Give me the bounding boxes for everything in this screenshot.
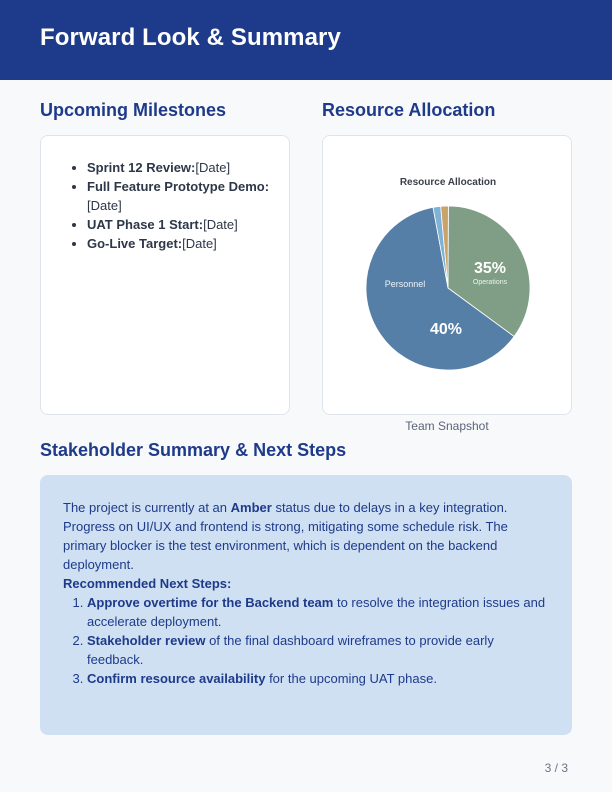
pie-chart: [323, 136, 573, 416]
step-bold: Stakeholder review: [87, 633, 206, 648]
milestone-item: [87, 234, 277, 253]
personnel-label: Personnel: [384, 279, 426, 289]
milestones-list: [87, 158, 277, 253]
step-text: for the upcoming UAT phase.: [265, 671, 437, 686]
page-header: [0, 0, 612, 80]
next-steps-list: [87, 593, 553, 688]
operations-percent: 35%: [473, 260, 507, 277]
milestone-date: [Date]: [87, 198, 122, 213]
milestone-date: [Date]: [195, 160, 231, 175]
summary-intro-rest: status due to delays in a key integration. Progress on UI/UX and frontend is strong, mitigating some schedule risk. The primary blocker is the test environment, which is dependent on the backend deployment.: [63, 500, 508, 572]
summary-box: [40, 475, 572, 735]
milestone-label: UAT Phase 1 Start:: [87, 217, 204, 232]
milestone-date: [Date]: [203, 217, 238, 232]
milestone-item: [87, 158, 277, 177]
next-step-item: [87, 631, 553, 669]
summary-paragraph: [63, 498, 553, 574]
resource-heading: Resource Allocation: [322, 100, 496, 120]
step-bold: Approve overtime for the Backend team: [87, 595, 334, 610]
milestone-date: [Date]: [182, 236, 217, 251]
resource-chart-card: [322, 135, 572, 415]
milestone-item: [87, 215, 277, 234]
summary-text: [63, 498, 553, 688]
next-steps-label: [63, 574, 553, 593]
summary-intro: The project is currently at an: [63, 500, 231, 515]
step-bold: Confirm resource availability: [87, 671, 266, 686]
next-step-item: [87, 669, 553, 688]
step-text: to resolve the integration issues and accelerate deployment.: [87, 595, 546, 629]
summary-heading: Stakeholder Summary & Next Steps: [40, 440, 347, 460]
milestone-label: Sprint 12 Review:: [87, 160, 196, 175]
status-amber: Amber: [230, 500, 272, 515]
step-text: of the final dashboard wireframes to provide early feedback.: [87, 633, 494, 667]
next-step-item: [87, 593, 553, 631]
personnel-percent: 40%: [429, 321, 463, 338]
page-title: Forward Look & Summary: [40, 24, 341, 51]
next-steps-heading: Recommended Next Steps:: [63, 576, 232, 591]
milestone-label: Full Feature Prototype Demo:: [87, 179, 270, 194]
milestones-heading: Upcoming Milestones: [40, 100, 227, 120]
page-number: 3 / 3: [544, 761, 568, 775]
milestone-label: Go-Live Target:: [87, 236, 183, 251]
chart-caption: Team Snapshot: [405, 419, 489, 433]
milestones-card: [40, 135, 290, 415]
milestone-item: [87, 177, 277, 215]
chart-title: Resource Allocation: [399, 177, 497, 188]
operations-label: Operations: [472, 279, 508, 286]
